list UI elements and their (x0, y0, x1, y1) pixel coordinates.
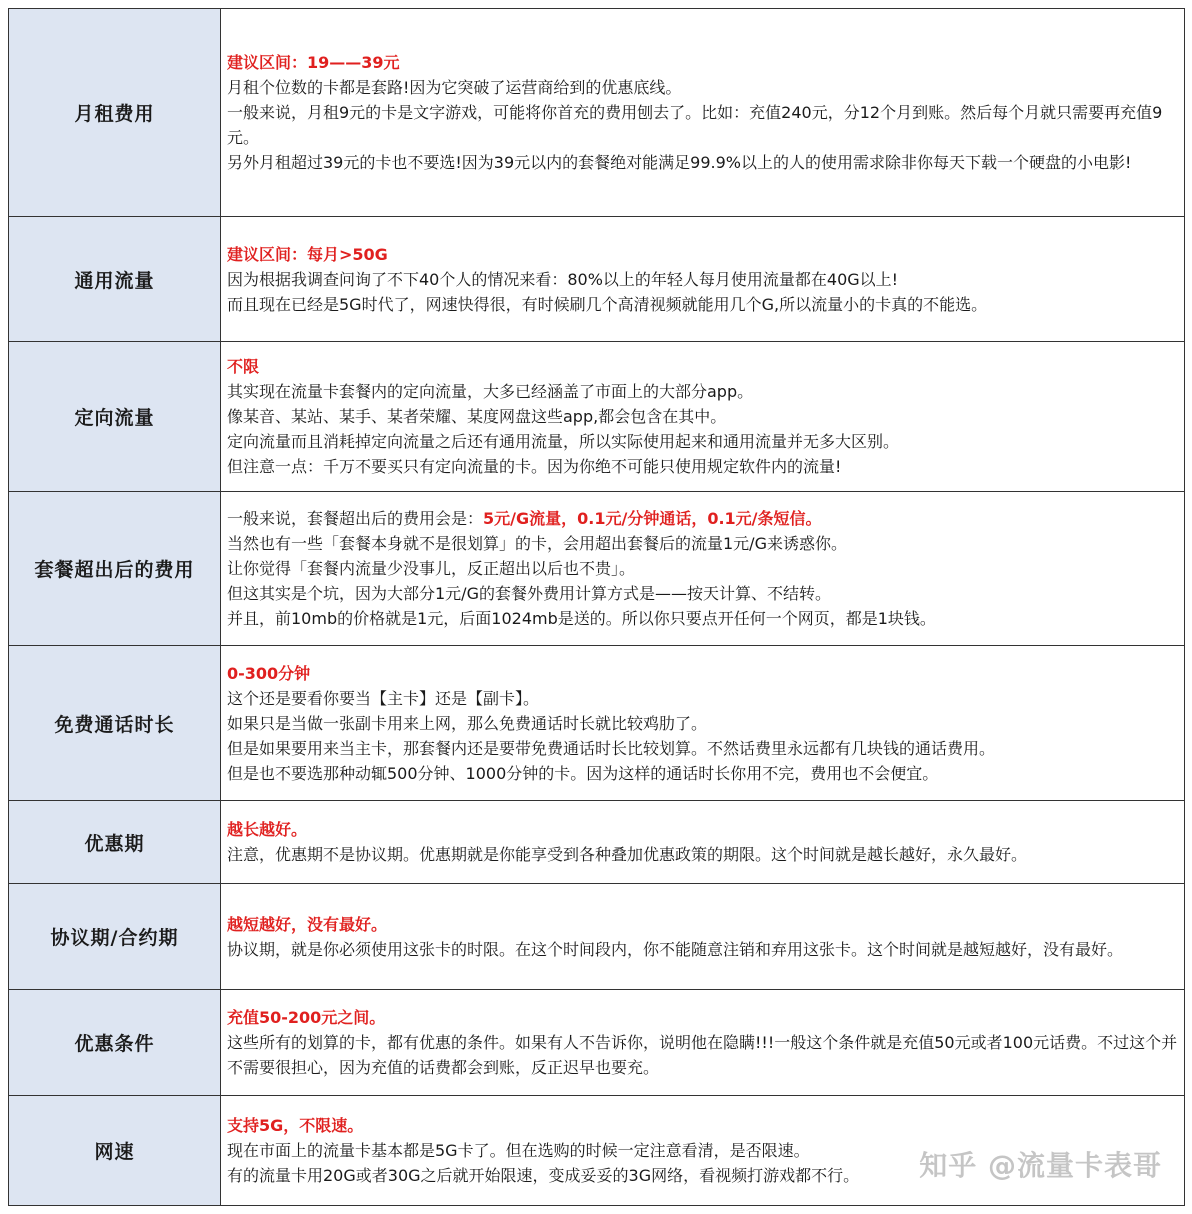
row-line: 而且现在已经是5G时代了，网速快得很，有时候刷几个高清视频就能用几个G,所以流量小的卡真的不能选。 (227, 294, 988, 314)
row-line: 有的流量卡用20G或者30G之后就开始限速，变成妥妥的3G网络，看视频打游戏都不行。 (227, 1166, 860, 1185)
row-headline: 越短越好，没有最好。 (227, 914, 388, 934)
row-label: 协议期/合约期 (9, 884, 221, 989)
row-label: 套餐超出后的费用 (9, 492, 221, 645)
row-line: 当然也有一些「套餐本身就不是很划算」的卡，会用超出套餐后的流量1元/G来诱惑你。 (227, 534, 847, 553)
row-line: 但是也不要选那种动辄500分钟、1000分钟的卡。因为这样的通话时长你用不完，费用也不会便宜。 (227, 763, 939, 783)
table-row (9, 646, 1185, 801)
row-line: 如果只是当做一张副卡用来上网，那么免费通话时长就比较鸡肋了。 (227, 713, 708, 733)
row-line: 一般来说，月租9元的卡是文字游戏，可能将你首充的费用刨去了。比如：充值240元，分12个月到账。然后每个月就只需要再充值9元。 (227, 103, 1163, 147)
table-row (9, 492, 1185, 646)
row-line: 另外月租超过39元的卡也不要选!因为39元以内的套餐绝对能满足99.9%以上的人的使用需求除非你每天下载一个硬盘的小电影! (227, 153, 1132, 172)
table-row (9, 801, 1185, 884)
table-row (9, 217, 1185, 342)
row-line-prefix: 一般来说，套餐超出后的费用会是： (227, 509, 484, 528)
table-row (9, 9, 1185, 217)
row-line: 协议期，就是你必须使用这张卡的时限。在这个时间段内，你不能随意注销和弃用这张卡。这个时间就是越短越好，没有最好。 (227, 939, 1124, 959)
row-line: 并且，前10mb的价格就是1元，后面1024mb是送的。所以你只要点开任何一个网页，都是1块钱。 (227, 609, 936, 628)
row-headline: 支持5G，不限速。 (227, 1116, 364, 1135)
row-content (221, 342, 1185, 491)
row-line: 这个还是要看你要当【主卡】还是【副卡】。 (227, 688, 540, 708)
row-line: 现在市面上的流量卡基本都是5G卡了。但在选购的时候一定注意看清，是否限速。 (227, 1141, 810, 1160)
row-content (221, 646, 1185, 800)
row-headline: 建议区间：每月>50G (227, 244, 388, 264)
row-content (221, 492, 1185, 645)
row-line: 让你觉得「套餐内流量少没事儿，反正超出以后也不贵」。 (227, 559, 636, 578)
row-line: 月租个位数的卡都是套路!因为它突破了运营商给到的优惠底线。 (227, 78, 682, 97)
table-row (9, 990, 1185, 1096)
row-highlight: 5元/G流量，0.1元/分钟通话，0.1元/条短信。 (483, 509, 822, 528)
row-content (221, 217, 1185, 341)
row-headline: 0-300分钟 (227, 663, 311, 683)
row-label: 优惠条件 (9, 990, 221, 1095)
row-headline: 建议区间：19——39元 (227, 53, 400, 72)
watermark: 知乎 @流量卡表哥 (919, 1149, 1162, 1182)
row-headline: 不限 (227, 357, 260, 376)
comparison-table (8, 8, 1185, 1206)
row-line: 因为根据我调查问询了不下40个人的情况来看：80%以上的年轻人每月使用流量都在40G以上! (227, 269, 899, 289)
row-line: 但这其实是个坑，因为大部分1元/G的套餐外费用计算方式是——按天计算、不结转。 (227, 584, 831, 603)
table-row (9, 884, 1185, 990)
row-line: 这些所有的划算的卡，都有优惠的条件。如果有人不告诉你，说明他在隐瞒!!!一般这个条件就是充值50元或者100元话费。不过这个并不需要很担心，因为充值的话费都会到账，反正迟早也要充。 (227, 1033, 1178, 1077)
row-label: 网速 (9, 1096, 221, 1205)
table-row (9, 342, 1185, 492)
row-label: 通用流量 (9, 217, 221, 341)
row-line: 其实现在流量卡套餐内的定向流量，大多已经涵盖了市面上的大部分app。 (227, 382, 754, 401)
row-content (221, 884, 1185, 989)
row-label: 定向流量 (9, 342, 221, 491)
row-label: 月租费用 (9, 9, 221, 216)
row-line (227, 506, 1178, 531)
row-line: 注意，优惠期不是协议期。优惠期就是你能享受到各种叠加优惠政策的期限。这个时间就是越长越好，永久最好。 (227, 845, 1028, 864)
row-headline: 越长越好。 (227, 820, 308, 839)
row-content (221, 9, 1185, 216)
row-label: 优惠期 (9, 801, 221, 883)
row-label: 免费通话时长 (9, 646, 221, 800)
row-line: 但注意一点：千万不要买只有定向流量的卡。因为你绝不可能只使用规定软件内的流量! (227, 457, 842, 476)
row-line: 定向流量而且消耗掉定向流量之后还有通用流量，所以实际使用起来和通用流量并无多大区别。 (227, 432, 900, 451)
row-headline: 充值50-200元之间。 (227, 1008, 386, 1027)
row-content (221, 801, 1185, 883)
row-line: 但是如果要用来当主卡，那套餐内还是要带免费通话时长比较划算。不然话费里永远都有几块钱的通话费用。 (227, 738, 996, 758)
row-content (221, 990, 1185, 1095)
row-line: 像某音、某站、某手、某者荣耀、某度网盘这些app,都会包含在其中。 (227, 407, 727, 426)
